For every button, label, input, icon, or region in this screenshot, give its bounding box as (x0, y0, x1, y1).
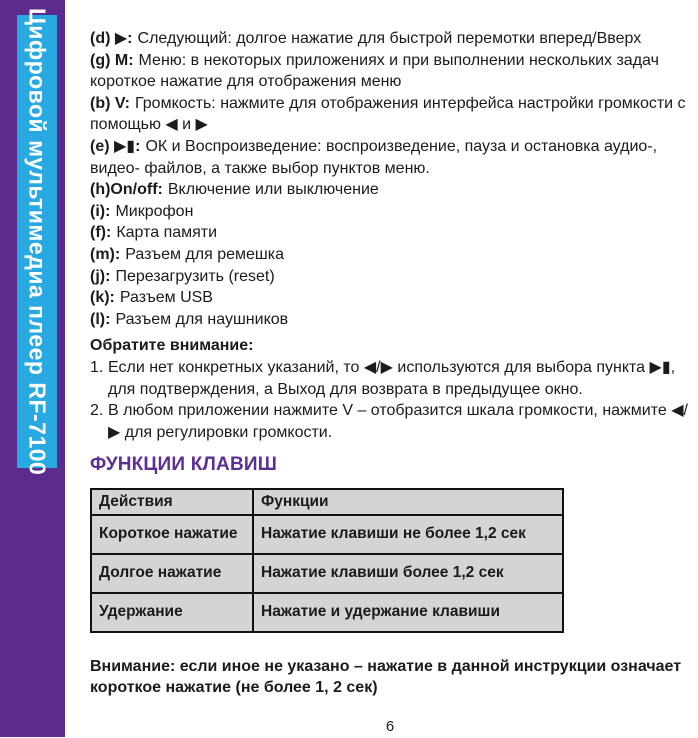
key-item (90, 179, 690, 201)
key-item (90, 266, 690, 288)
key-text: Разъем USB (119, 289, 213, 307)
table-cell-action: Короткое нажатие (91, 515, 253, 554)
key-item (90, 50, 690, 93)
table-row (91, 554, 563, 593)
key-prefix: (b) V: (90, 94, 130, 112)
key-text: Громкость: нажмите для отображения интерфейса настройки громкости с помощью ◀ и ▶ (90, 94, 686, 134)
key-prefix: (j): (90, 267, 111, 285)
warning-text: Внимание: если иное не указано – нажатие в данной инструкции означает короткое нажатие (не более 1, 2 сек) (90, 657, 682, 697)
key-prefix: (f): (90, 224, 112, 242)
sidebar-title: Цифровой мультимедиа плеер RF-7100 (24, 7, 51, 476)
key-text: Следующий: долгое нажатие для быстрой перемотки вперед/Вверх (137, 30, 642, 47)
key-prefix: (m): (90, 245, 121, 263)
key-prefix: (i): (90, 202, 111, 220)
key-function-list (90, 28, 690, 330)
key-functions-table (90, 488, 564, 633)
note-text: Если нет конкретных указаний, то ◀/▶ используются для выбора пункта ▶▮, для подтверждения, а Выход для возврата в предыдущее окно. (108, 358, 676, 398)
table-row (91, 593, 563, 632)
key-text: Перезагрузить (reset) (115, 267, 275, 285)
key-item (90, 136, 690, 179)
key-text: Карта памяти (116, 224, 218, 242)
table-cell-action: Долгое нажатие (91, 554, 253, 593)
note-number: 1. (90, 358, 104, 376)
table-cell-function: Нажатие клавиши более 1,2 сек (253, 554, 563, 593)
table-cell-function: Нажатие клавиши не более 1,2 сек (253, 515, 563, 554)
table-header-row (91, 489, 563, 515)
key-prefix: (g) M: (90, 51, 134, 69)
key-text: ОК и Воспроизведение: воспроизведение, пауза и остановка аудио-, видео- файлов, а также выбор пунктов меню. (90, 137, 658, 177)
key-prefix: (l): (90, 310, 111, 328)
page-content (90, 28, 690, 738)
key-prefix: (h)On/off: (90, 181, 163, 199)
key-item (90, 93, 690, 136)
key-item (90, 309, 690, 331)
key-item (90, 28, 690, 50)
key-text: Микрофон (115, 202, 194, 220)
table-cell-function: Нажатие и удержание клавиши (253, 593, 563, 632)
key-text: Разъем для наушников (115, 310, 289, 328)
table-header-actions: Действия (91, 489, 253, 515)
key-text: Меню: в некоторых приложениях и при выполнении нескольких задач короткое нажатие для отображения меню (90, 51, 659, 91)
key-prefix: (k): (90, 289, 115, 307)
key-item (90, 222, 690, 244)
sidebar (0, 0, 65, 737)
section-heading: ФУНКЦИИ КЛАВИШ (90, 454, 278, 476)
sidebar-title-strip (17, 7, 57, 476)
table-header-functions: Функции (253, 489, 563, 515)
note-item (90, 400, 690, 443)
notes-heading: Обратите внимание: (90, 337, 254, 355)
note-text: В любом приложении нажмите V – отобразится шкала громкости, нажмите ◀/▶ для регулировки громкости. (108, 402, 688, 441)
key-text: Включение или выключение (167, 181, 379, 199)
note-item (90, 357, 690, 400)
table-row (91, 515, 563, 554)
key-prefix: (e) ▶▮: (90, 137, 141, 155)
notes-section (90, 335, 690, 443)
key-prefix: (d) ▶: (90, 30, 133, 47)
key-item (90, 287, 690, 309)
note-number: 2. (90, 402, 104, 420)
key-item (90, 201, 690, 223)
key-item (90, 244, 690, 266)
key-text: Разъем для ремешка (125, 245, 284, 263)
page-number: 6 (385, 718, 395, 736)
table-cell-action: Удержание (91, 593, 253, 632)
